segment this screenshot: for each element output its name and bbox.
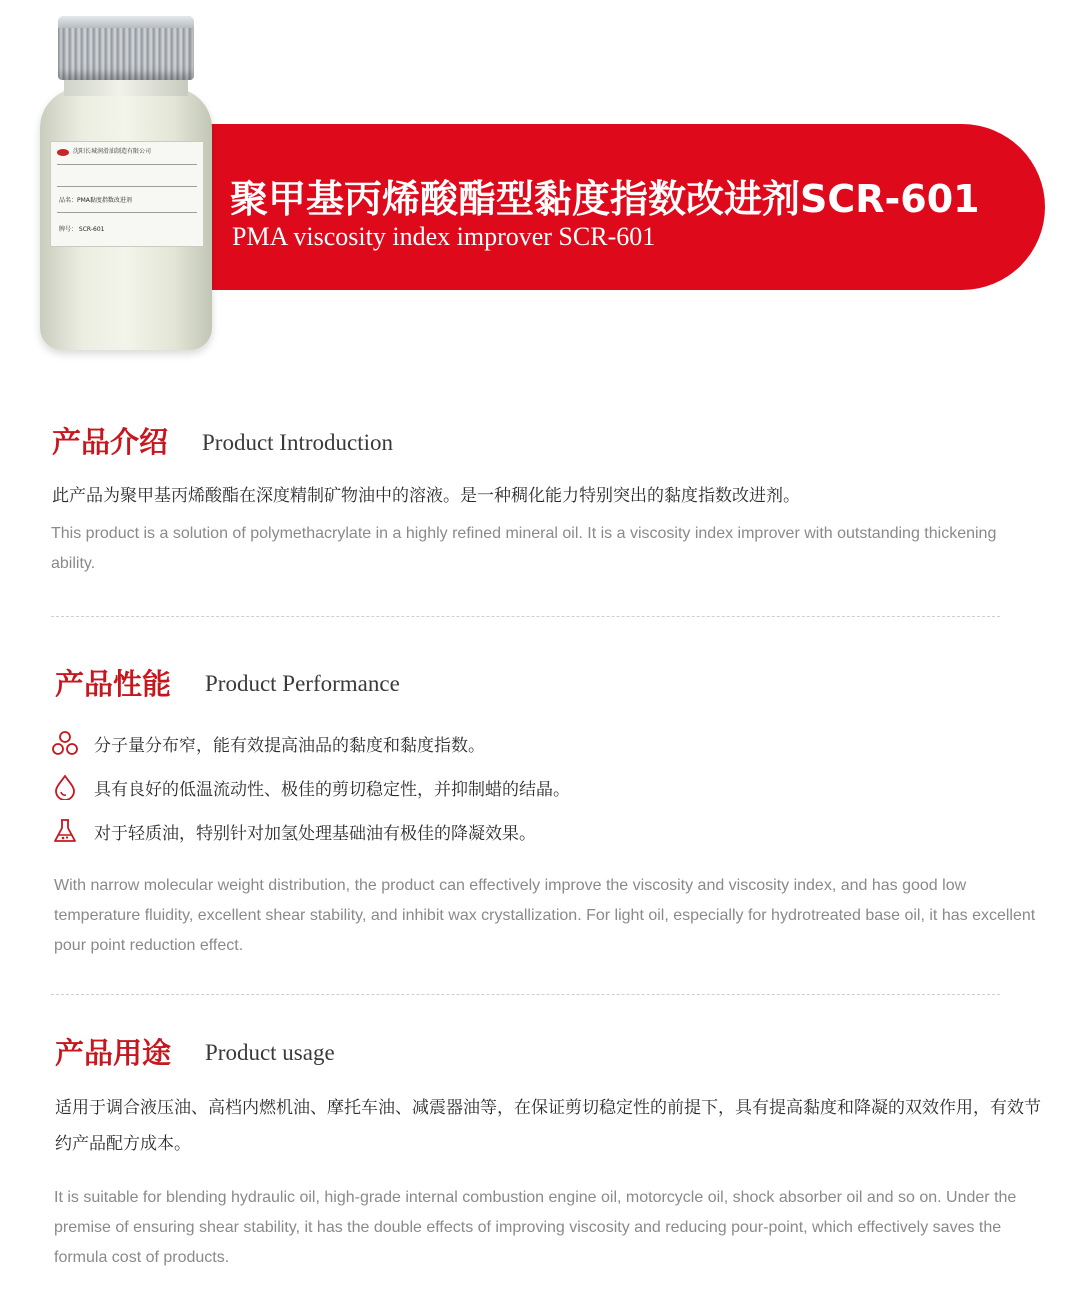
performance-heading-en: Product Performance — [205, 671, 400, 696]
feature-text: 对于轻质油，特别针对加氢处理基础油有极佳的降凝效果。 — [94, 823, 536, 844]
page-subtitle: PMA viscosity index improver SCR-601 — [232, 222, 656, 251]
label-product-name: 品名：PMA黏度指数改进剂 — [59, 197, 132, 204]
flask-icon — [52, 818, 78, 844]
product-bottle-image — [36, 16, 216, 356]
page-title: 聚甲基丙烯酸酯型黏度指数改进剂SCR-601 — [230, 177, 980, 221]
intro-text-cn: 此产品为聚甲基丙烯酸酯在深度精制矿物油中的溶液。是一种稠化能力特别突出的黏度指数改进剂。 — [52, 486, 800, 506]
performance-text-en: With narrow molecular weight distribution, the product can effectively improve the viscosity and viscosity index, and has good low temperature fluidity, excellent shear stability, and inhibit wax crystallization. For light oil, especially for hydrotreated base oil, it has excellent pour point reduction effect. — [54, 877, 1036, 954]
usage-text-cn: 适用于调合液压油、高档内燃机油、摩托车油、减震器油等，在保证剪切稳定性的前提下，具有提高黏度和降凝的双效作用，有效节约产品配方成本。 — [55, 1098, 1041, 1154]
performance-heading-cn: 产品性能 — [55, 667, 172, 701]
feature-item — [52, 728, 485, 758]
label-product-code: 牌号： SCR-601 — [59, 226, 105, 233]
feature-text: 分子量分布窄，能有效提高油品的黏度和黏度指数。 — [94, 735, 485, 756]
usage-heading-en: Product usage — [205, 1040, 335, 1065]
feature-item — [52, 772, 570, 802]
section-divider — [51, 616, 1000, 617]
section-divider — [51, 994, 1000, 995]
molecule-icon — [52, 730, 78, 756]
droplet-icon — [52, 774, 78, 800]
feature-item — [52, 816, 536, 846]
company-logo-icon — [57, 149, 69, 156]
feature-text: 具有良好的低温流动性、极佳的剪切稳定性，并抑制蜡的结晶。 — [94, 779, 570, 800]
usage-heading-cn: 产品用途 — [55, 1036, 172, 1070]
usage-text-en: It is suitable for blending hydraulic oil, high-grade internal combustion engine oil, motorcycle oil, shock absorber oil and so on. Under the premise of ensuring shear stability, it has the double effects of improving viscosity and reducing pour-point, which effectively saves the formula cost of products. — [54, 1189, 1017, 1266]
intro-heading-cn: 产品介绍 — [52, 425, 169, 459]
label-company: 沈阳长城润滑油制造有限公司 — [73, 148, 152, 155]
intro-heading-en: Product Introduction — [202, 430, 393, 455]
intro-text-en: This product is a solution of polymethacrylate in a highly refined mineral oil. It is a viscosity index improver with outstanding thickening ability. — [51, 525, 997, 572]
bottle-neck — [64, 78, 188, 96]
bottle-label — [50, 141, 204, 247]
